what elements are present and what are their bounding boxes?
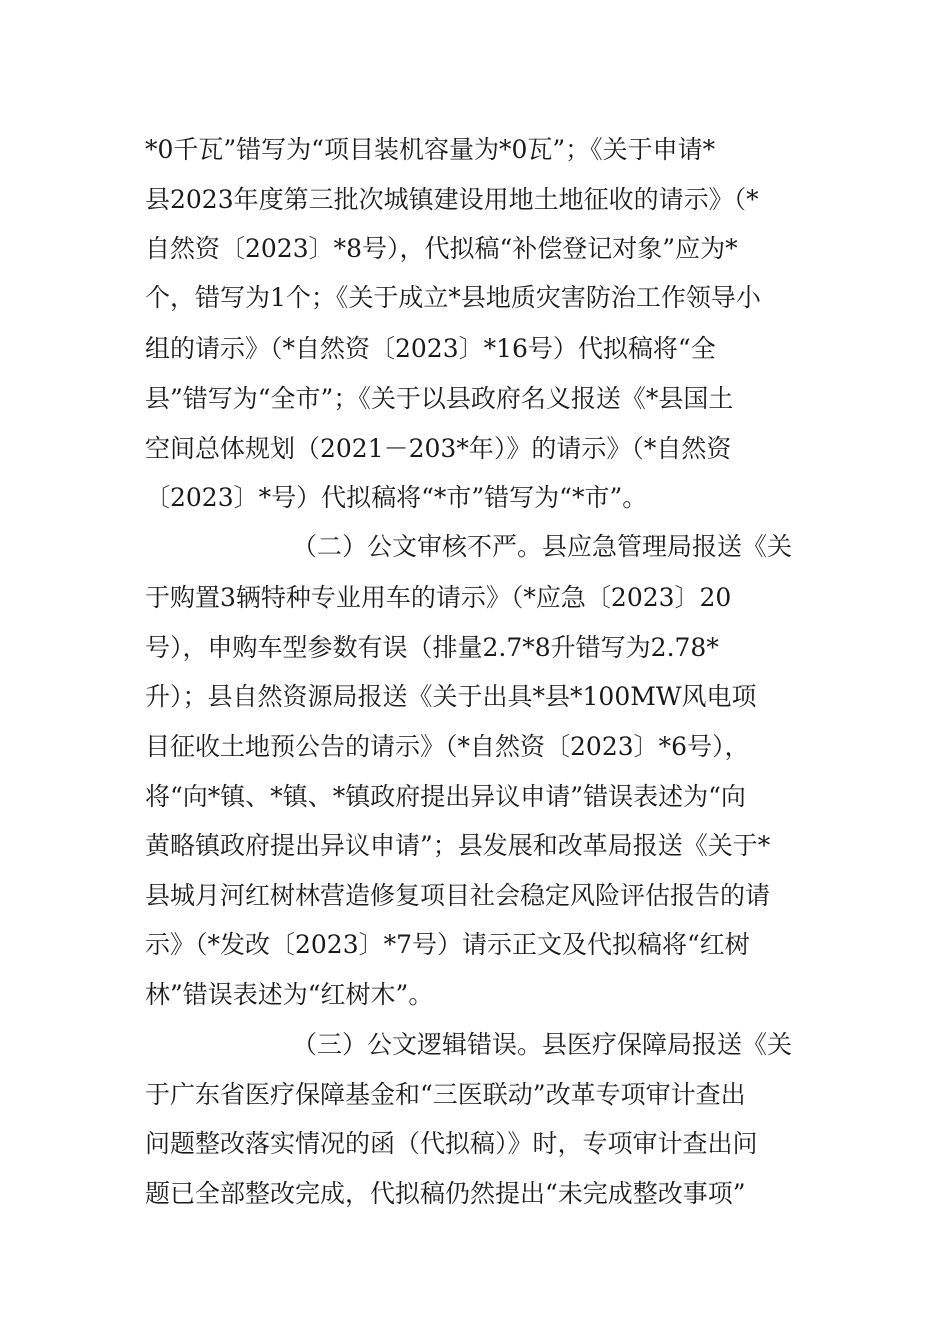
body-text-line: 黄略镇政府提出异议申请”；县发展和改革局报送《关于* [145,831,771,860]
body-text-line: 题已全部整改完成，代拟稿仍然提出“未完成整改事项” [145,1179,746,1208]
body-text-line: 自然资〔2023〕*8号），代拟稿“补偿登记对象”应为* [145,234,738,263]
body-text-line: 〔2023〕*号）代拟稿将“*市”错写为“*市”。 [145,483,648,512]
body-text-line: 县2023年度第三批次城镇建设用地土地征收的请示》（* [145,185,759,214]
body-text-line: 个，错写为1个；《关于成立*县地质灾害防治工作领导小 [145,283,761,312]
body-text-line: 目征收土地预公告的请示》（*自然资〔2023〕*6号）， [145,732,750,761]
body-text-line: 于广东省医疗保障基金和“三医联动”改革专项审计查出 [145,1080,746,1109]
body-text-line: 升）；县自然资源局报送《关于出具*县*100MW风电项 [145,682,757,711]
body-text-line: 空间总体规划（2021－203*年）》的请示》（*自然资 [145,434,732,463]
body-text-line: 号），申购车型参数有误（排量2.7*8升错写为2.78* [145,633,719,662]
body-text-line: 县”错写为“全市”；《关于以县政府名义报送《*县国土 [145,384,734,413]
body-text-line: 问题整改落实情况的函（代拟稿）》时，专项审计查出问 [145,1129,758,1158]
body-text-line: 示》（*发改〔2023〕*7号）请示正文及代拟稿将“红树 [145,930,750,959]
section-heading-3: （三）公文逻辑错误。县医疗保障局报送《关 [292,1030,793,1059]
body-text-line: *0千瓦”错写为“项目装机容量为*0瓦”；《关于申请* [145,135,716,164]
body-text-line: 林”错误表述为“红树木”。 [145,980,434,1009]
section-heading-2: （二）公文审核不严。县应急管理局报送《关 [292,532,793,561]
body-text-line: 将“向*镇、*镇、*镇政府提出异议申请”错误表述为“向 [145,782,746,811]
body-text-line: 县城月河红树林营造修复项目社会稳定风险评估报告的请 [145,881,771,910]
body-text-line: 于购置3辆特种专业用车的请示》（*应急〔2023〕20 [145,583,732,612]
body-text-line: 组的请示》（*自然资〔2023〕*16号）代拟稿将“全 [145,334,716,363]
